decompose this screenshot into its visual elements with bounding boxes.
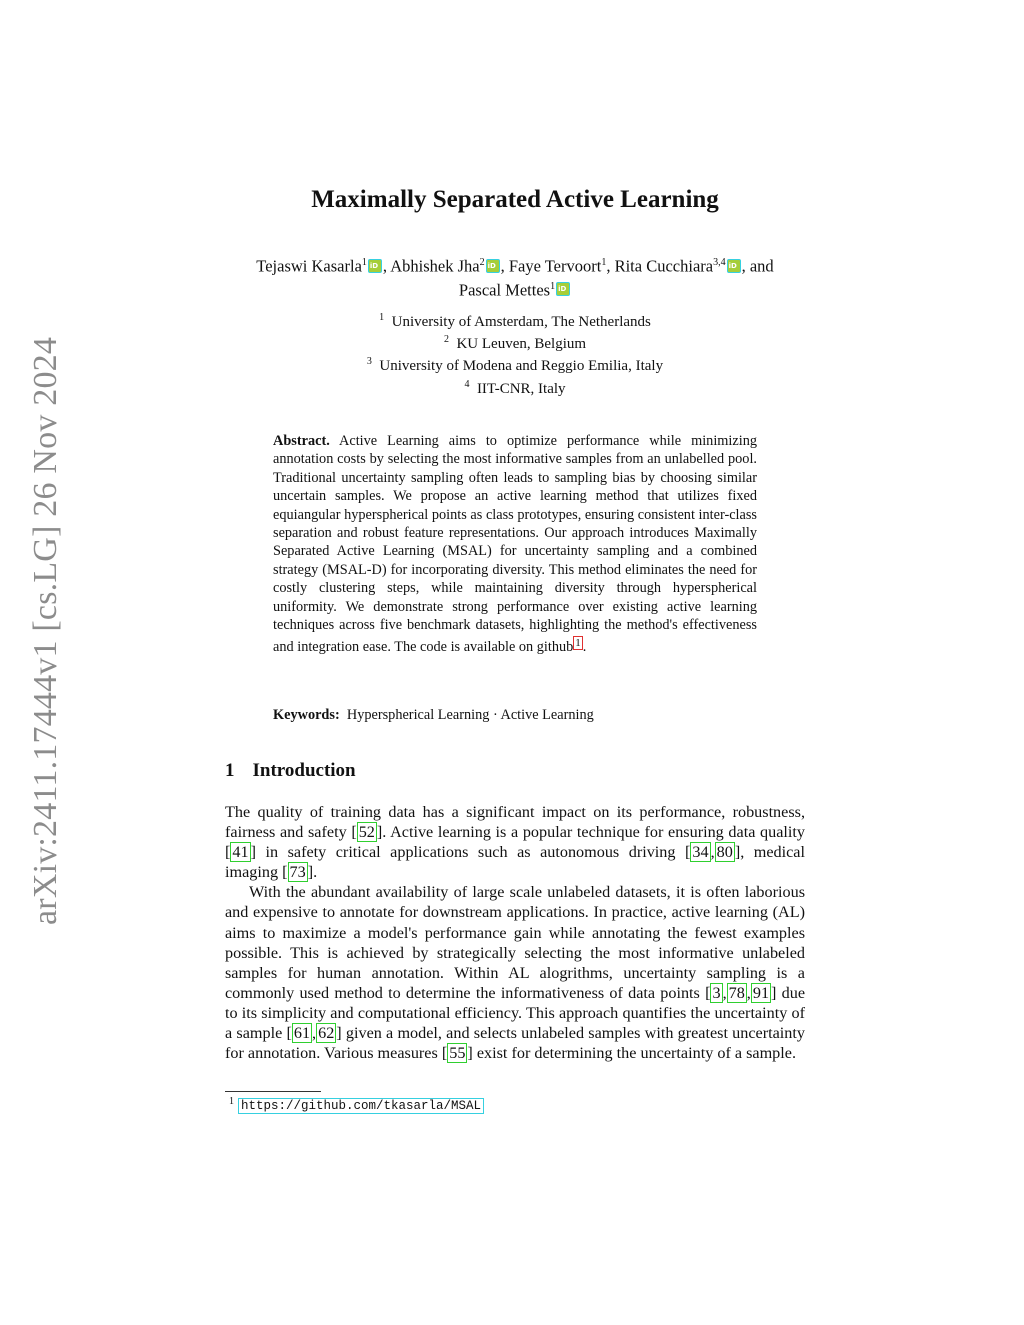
paragraph: With the abundant availability of large scale unlabeled datasets, it is often laborious and expensive to annotate for downstream applications. In practice, active learning (AL) aims to maximize a model's performance gain while annotating the fewest examples possible. This is achieved by strategically selecting the most informative unlabeled samples for human annotation. Within AL alogrithms, uncertainty sampling is a commonly used method to determine the informativeness of data points [ 3 , 78 , 91 ] due to its simplicity and computational efficiency. This approach quantifies the uncertainty of a sample [ 61 , 62 ] given a model, and selects unlabeled samples with greatest uncertainty for annotation. Various measures [ 55 ] exist for determining the uncertainty of a sample. [225, 883, 806, 1063]
section-number: 1 [225, 760, 235, 781]
arxiv-identifier: arXiv:2411.17444v1 [cs.LG] 26 Nov 2024 [27, 336, 64, 925]
author-name: Rita Cucchiara [614, 256, 714, 276]
abstract: Abstract. Active Learning aims to optimize performance while minimizing annotation costs by selecting the most informative samples from an unlabelled pool. Traditional uncertainty sampling often leads to sampling bias by choosing similar uncertain samples. We propose an active learning method that utilizes fixed equiangular hyperspherical points as class prototypes, ensuring consistent inter-class separation and robust feature representations. Our approach introduces Maximally Separated Active Learning (MSAL) for uncertainty sampling and a combined strategy (MSAL-D) for incorporating diversity. This method eliminates the need for costly clustering steps, while maintaining diversity through hyperspherical uniformity. We demonstrate strong performance over existing active learning techniques across five benchmark datasets, highlighting the method's effectiveness and integration ease. The code is available on github $^1$ . [273, 433, 757, 656]
citation-link[interactable]: 62 [318, 1024, 335, 1043]
citation-link[interactable]: 52 [358, 823, 375, 842]
citation-link[interactable]: 80 [716, 843, 733, 862]
author-name: Tejaswi Kasarla [256, 256, 362, 276]
paragraph-text: . [313, 863, 318, 882]
affiliation [225, 376, 805, 398]
author-name: Faye Tervoort [508, 256, 602, 276]
paragraph: The quality of training data has a significant impact on its performance, robustness, fairness and safety [ 52 ]. Active learning is a popular technique for ensuring data quality [ 41 ] in safety critical applications such as autonomous driving [ 34 , 80 ], medical imaging [ 73 ]. [225, 803, 805, 882]
author-separator: , and [741, 256, 774, 276]
author-name: Abhishek Jha [390, 256, 480, 276]
footnote-url-link[interactable]: https://github.com/tkasarla/MSAL [238, 1098, 484, 1114]
footnote [229, 1096, 484, 1113]
citation-link[interactable]: 34 [692, 843, 709, 862]
author-affil-sup: 1 [361, 257, 367, 268]
affiliation-number: 2 [443, 334, 449, 346]
citation-link[interactable]: 91 [752, 983, 770, 1002]
affiliation [225, 309, 805, 331]
affiliation-text: KU Leuven, Belgium [456, 336, 587, 353]
keywords [273, 707, 757, 724]
author-separator: , [382, 256, 391, 276]
paper-title: Maximally Separated Active Learning [311, 186, 719, 213]
affiliation-text: IIT-CNR, Italy [476, 380, 566, 397]
author-list [225, 253, 805, 300]
author-separator: , [500, 256, 509, 276]
keywords-label: Keywords: [273, 707, 340, 723]
author-affil-sup: 1 [550, 280, 556, 292]
author-affil-sup: 1 [601, 257, 607, 268]
orcid-icon[interactable] [556, 282, 570, 296]
keywords-text: Hyperspherical Learning · Active Learning [346, 707, 594, 723]
affiliation-list [225, 309, 805, 398]
paragraph-text: in safety critical applications such as autonomous driving [255, 843, 685, 862]
author-affil-sup: 2 [479, 257, 485, 268]
affiliation-number: 4 [464, 378, 470, 390]
body-text [225, 802, 805, 1063]
orcid-icon[interactable] [368, 259, 382, 273]
citation-link[interactable]: 41 [232, 843, 249, 862]
citation-link[interactable]: 73 [289, 863, 306, 882]
abstract-label: Abstract. [273, 433, 330, 449]
paragraph-text: given a model, and selects unlabeled samples with greatest uncertainty for annotation. Various measures [225, 1024, 805, 1063]
author-name: Pascal Mettes [458, 280, 551, 299]
author-separator: , [606, 256, 615, 276]
paragraph-text: due to its simplicity and computational efficiency. This approach quantifies the uncertainty of a sample [225, 983, 806, 1043]
paragraph-text: exist for determining the uncertainty of a sample. [472, 1044, 797, 1063]
paragraph-text: . Active learning is a popular technique for ensuring data quality [382, 823, 805, 842]
author-line-2 [225, 277, 805, 301]
citation-link[interactable]: 78 [728, 983, 745, 1002]
footnote-ref-link[interactable]: 1 [575, 637, 581, 650]
section-heading [225, 760, 356, 782]
affiliation-text: University of Modena and Reggio Emilia, Italy [379, 358, 664, 375]
affiliation [225, 331, 805, 353]
paragraph-text: , medical imaging [225, 843, 805, 882]
footnote-number: 1 [229, 1096, 234, 1107]
author-line-1 [225, 253, 805, 277]
section-title: Introduction [252, 760, 356, 781]
affiliation-number: 3 [366, 356, 372, 368]
abstract-text: Active Learning aims to optimize performance while minimizing annotation costs by selecting the most informative samples from an unlabelled pool. Traditional uncertainty sampling often leads to sampling bias by choosing similar uncertain samples. We propose an active learning method that utilizes fixed equiangular hyperspherical points as class prototypes, ensuring consistent inter-class separation and robust feature representations. Our approach introduces Maximally Separated Active Learning (MSAL) for uncertainty sampling and a combined strategy (MSAL-D) for incorporating diversity. This method eliminates the need for costly clustering steps, while maintaining diversity through hyperspherical uniformity. We demonstrate strong performance over existing active learning techniques across five benchmark datasets, highlighting the method's effectiveness and integration ease. The code is available on github [273, 433, 757, 656]
citation-link[interactable]: 61 [293, 1024, 311, 1043]
affiliation [225, 353, 805, 375]
citation-link[interactable]: 55 [449, 1044, 466, 1063]
citation-link[interactable]: 3 [712, 983, 721, 1002]
orcid-icon[interactable] [486, 259, 500, 273]
paragraph-text: With the abundant availability of large scale unlabeled datasets, it is often laborious and expensive to annotate for downstream applications. In practice, active learning (AL) aims to maximize a model's performance gain while annotating the fewest examples possible. This is achieved by strategically selecting the most informative unlabeled samples for human annotation. Within AL alogrithms, uncertainty sampling is a commonly used method to determine the informativeness of data points [225, 883, 805, 1002]
footnote-divider [225, 1091, 321, 1092]
affiliation-number: 1 [379, 312, 385, 323]
author-affil-sup: 3,4 [713, 257, 726, 268]
paragraph-text: The quality of training data has a significant impact on its performance, robustness, fairness and safety [225, 803, 805, 842]
orcid-icon[interactable] [727, 259, 741, 273]
affiliation-text: University of Amsterdam, The Netherlands [391, 314, 651, 330]
